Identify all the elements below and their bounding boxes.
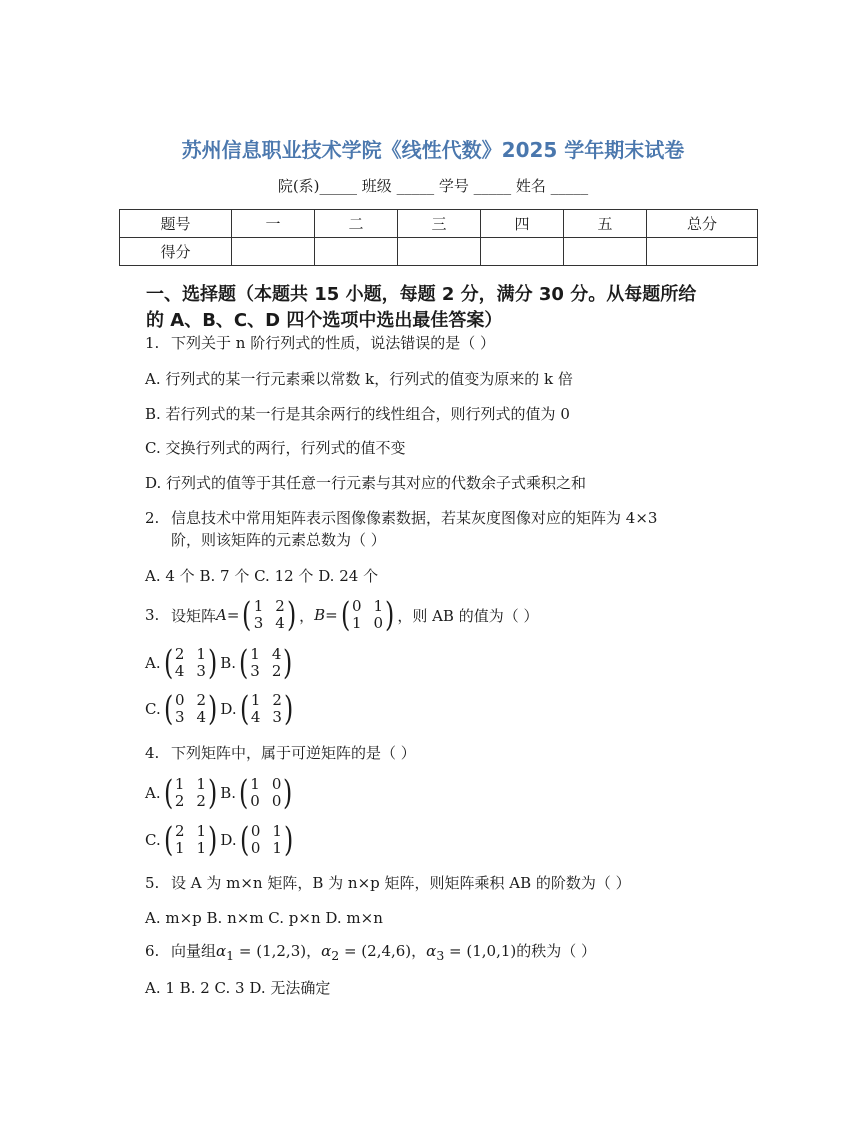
option-d: D. 行列式的值等于其任意一行元素与其对应的代数余子式乘积之和: [145, 474, 587, 492]
option-b-label: B.: [220, 784, 237, 802]
question-4: [145, 742, 416, 764]
section-heading: [146, 282, 746, 334]
student-info-line: 院(系)_____ 班级 _____ 学号 _____ 姓名 _____: [277, 177, 589, 195]
question-3: [145, 595, 539, 635]
alpha-2: α: [321, 942, 332, 960]
score-cell[interactable]: [232, 238, 315, 266]
options-ab: [145, 773, 296, 813]
score-cell[interactable]: [398, 238, 481, 266]
option-c-label: C.: [145, 700, 161, 718]
comma: ，: [299, 606, 315, 625]
alpha-3-value: = (1,0,1): [444, 942, 517, 960]
alpha-1: α: [216, 942, 227, 960]
option-c: C. 交换行列式的两行，行列式的值不变: [145, 439, 406, 457]
question-stem-prefix: 向量组: [171, 942, 217, 960]
options-line: A. 1 B. 2 C. 3 D. 无法确定: [145, 979, 331, 997]
alpha-3: α: [426, 942, 437, 960]
question-number: 6.: [145, 942, 160, 960]
option-d-matrix: ( 0 1 0 1 ): [239, 820, 294, 860]
score-header-cell: 题号: [120, 210, 232, 238]
option-d-label: D.: [220, 831, 237, 849]
matrix-variable-a: A: [216, 606, 227, 624]
score-header-cell: 总分: [647, 210, 758, 238]
equals-sign: =: [325, 606, 338, 624]
question-6: [145, 940, 596, 967]
question-number: 3.: [145, 606, 160, 624]
option-d-matrix: ( 1 2 4 3 ): [239, 689, 294, 729]
matrix-variable-b: B: [314, 606, 326, 624]
score-table-header-row: [120, 210, 758, 238]
exam-title: 苏州信息职业技术学院《线性代数》2025 学年期末试卷: [181, 138, 685, 162]
question-1: [145, 332, 495, 354]
score-header-cell: 五: [564, 210, 647, 238]
question-2: [145, 507, 657, 529]
options-line: A. m×p B. n×m C. p×n D. m×n: [145, 909, 383, 927]
question-stem: 下列矩阵中，属于可逆矩阵的是（ ）: [171, 744, 416, 762]
option-a-matrix: ( 2 1 4 3 ): [163, 643, 218, 683]
option-c-matrix: ( 0 2 3 4 ): [163, 689, 218, 729]
question-stem: 下列关于 n 阶行列式的性质，说法错误的是（ ）: [171, 334, 495, 352]
score-cell[interactable]: [481, 238, 564, 266]
score-cell[interactable]: [647, 238, 758, 266]
alpha-1-subscript: 1: [226, 948, 235, 963]
alpha-2-subscript: 2: [331, 948, 340, 963]
question-number: 1.: [145, 334, 160, 352]
score-table-score-row: [120, 238, 758, 266]
option-c-label: C.: [145, 831, 161, 849]
question-stem-suffix: ，则 AB 的值为（ ）: [397, 606, 539, 625]
options-cd: [145, 689, 296, 729]
question-stem-prefix: 设矩阵: [171, 606, 217, 625]
score-header-cell: 二: [315, 210, 398, 238]
option-b-matrix: ( 1 0 0 0 ): [239, 773, 293, 813]
section-heading-line-1: 一、选择题（本题共 15 小题，每题 2 分，满分 30 分。从每题所给: [146, 284, 697, 305]
options-line: A. 4 个 B. 7 个 C. 12 个 D. 24 个: [145, 567, 379, 585]
section-heading-line-2: 的 A、B、C、D 四个选项中选出最佳答案）: [146, 310, 503, 331]
question-5: [145, 872, 631, 894]
option-c-matrix: ( 2 1 1 1 ): [163, 820, 218, 860]
equals-sign: =: [226, 606, 240, 624]
option-b-matrix: ( 1 4 3 2 ): [239, 643, 293, 683]
score-header-cell: 四: [481, 210, 564, 238]
question-number: 4.: [145, 744, 160, 762]
option-d-label: D.: [220, 700, 237, 718]
option-b-label: B.: [220, 654, 237, 672]
question-stem-line-2: 阶，则该矩阵的元素总数为（ ）: [171, 531, 386, 549]
score-cell[interactable]: [315, 238, 398, 266]
option-a: A. 行列式的某一行元素乘以常数 k，行列式的值变为原来的 k 倍: [145, 370, 573, 388]
options-cd: [145, 820, 296, 860]
options-ab: [145, 643, 296, 683]
matrix-a: ( 1 2 3 4 ): [242, 595, 297, 635]
score-cell[interactable]: [564, 238, 647, 266]
alpha-3-subscript: 3: [436, 948, 445, 963]
option-a-matrix: ( 1 1 2 2 ): [163, 773, 218, 813]
score-header-cell: 三: [398, 210, 481, 238]
question-number: 2.: [145, 509, 160, 527]
alpha-1-value: = (1,2,3)，: [234, 942, 322, 960]
question-number: 5.: [145, 874, 160, 892]
score-header-cell: 一: [232, 210, 315, 238]
question-stem-suffix: 的秩为（ ）: [516, 942, 597, 960]
question-stem: 设 A 为 m×n 矩阵，B 为 n×p 矩阵，则矩阵乘积 AB 的阶数为（ ）: [171, 874, 631, 892]
option-a-label: A.: [145, 654, 161, 672]
alpha-2-value: = (2,4,6)，: [339, 942, 427, 960]
question-stem-line-1: 信息技术中常用矩阵表示图像像素数据，若某灰度图像对应的矩阵为 4×3: [171, 509, 658, 527]
option-a-label: A.: [145, 784, 161, 802]
score-row-label: 得分: [120, 238, 232, 266]
option-b: B. 若行列式的某一行是其余两行的线性组合，则行列式的值为 0: [145, 405, 570, 423]
score-table: [119, 209, 758, 266]
matrix-b: ( 0 1 1 0 ): [340, 595, 395, 635]
